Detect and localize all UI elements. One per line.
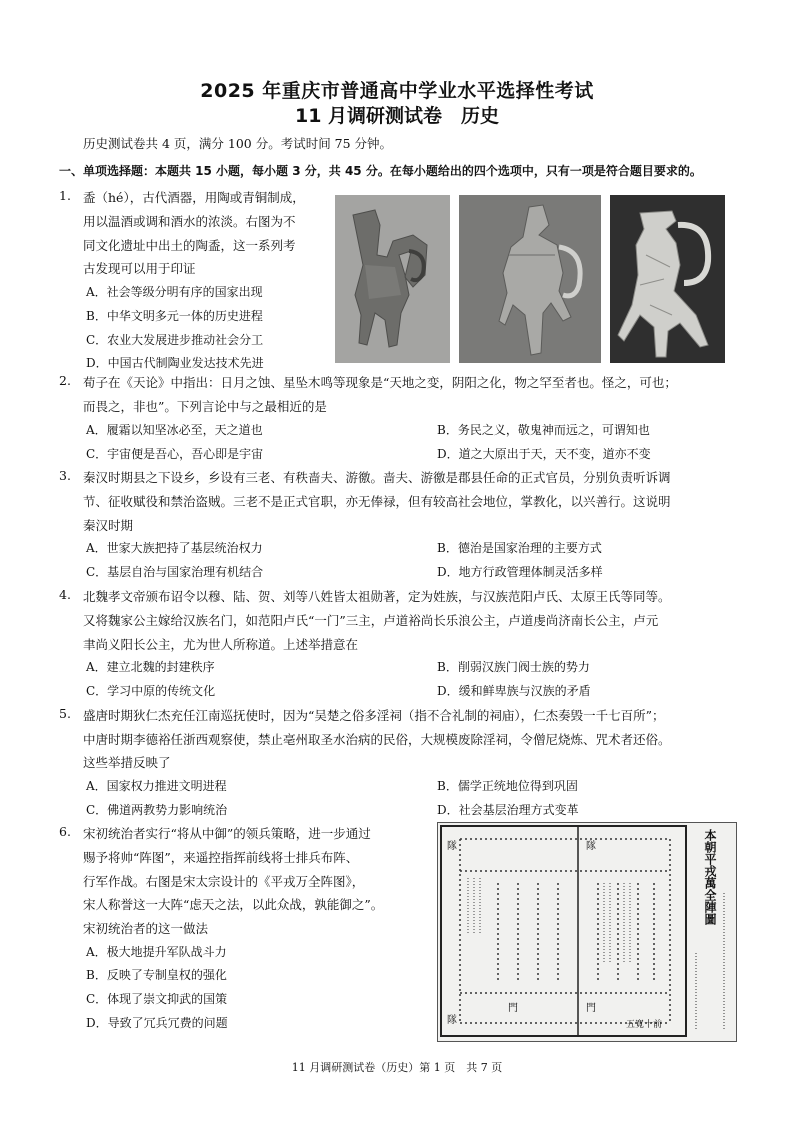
- question-text-line: 古发现可以用于印证: [83, 261, 196, 276]
- question-text-line: 中唐时期李德裕任浙西观察使，禁止亳州取圣水治病的民俗，大规模废除淫祠，令僧尼烧炼、咒术者还俗。: [83, 732, 671, 747]
- question-text-line: 盉（hé），古代酒器，用陶或青铜制成，: [83, 190, 305, 205]
- section-heading: 一、单项选择题：本题共 15 小题，每小题 3 分，共 45 分。在每小题给出的四个选项中，只有一项是符合题目要求的。: [59, 164, 702, 178]
- option-a[interactable]: A．履霜以知坚冰必至，天之道也: [86, 423, 263, 437]
- page-footer: 11 月调研测试卷（历史）第 1 页 共 7 页: [291, 1061, 503, 1074]
- bottom-caption: 五寬十前: [626, 1020, 663, 1030]
- question-text-line: 盛唐时期狄仁杰充任江南巡抚使时，因为“吴楚之俗多淫祠（指不合礼制的祠庙），仁杰奏毁一千七百所”；: [83, 708, 665, 723]
- question-text-line: 行军作战。右图是宋太宗设计的《平戎万全阵图》，: [83, 874, 365, 889]
- question-number: 4.: [59, 587, 71, 602]
- option-a[interactable]: A．社会等级分明有序的国家出现: [86, 285, 263, 299]
- unit-label: 隊: [586, 841, 596, 852]
- question-text-line: 宋初统治者实行“将从中御”的领兵策略，进一步通过: [83, 826, 371, 841]
- option-d[interactable]: D．道之大原出于天，天不变，道亦不变: [437, 447, 651, 461]
- option-c[interactable]: C．学习中原的传统文化: [86, 684, 216, 698]
- option-b[interactable]: B．德治是国家治理的主要方式: [437, 541, 602, 555]
- option-d[interactable]: D．社会基层治理方式变革: [437, 803, 579, 817]
- pottery-he-image-3: [610, 195, 725, 363]
- option-b[interactable]: B．中华文明多元一体的历史进程: [86, 309, 263, 323]
- question-text-line: 荀子在《天论》中指出：日月之蚀、星坠木鸣等现象是“天地之变，阴阳之化，物之罕至者也。怪之，可也；: [83, 375, 677, 390]
- question-text-line: 秦汉时期县之下设乡，乡设有三老、有秩啬夫、游徼。啬夫、游徼是郡县任命的正式官员，分别负责听诉调: [83, 470, 671, 485]
- unit-label: 隊: [447, 841, 457, 852]
- unit-label: 隊: [447, 1015, 457, 1026]
- pottery-he-image-2: [459, 195, 601, 363]
- question-text-line: 同文化遗址中出土的陶盉，这一系列考: [83, 238, 296, 253]
- question-text-line: 宋初统治者的这一做法: [83, 921, 209, 936]
- question-text-line: 用以温酒或调和酒水的浓淡。右图为不: [83, 214, 296, 229]
- question-number: 3.: [59, 468, 71, 483]
- question-text-line: 聿尚义阳长公主，尤为世人所称道。上述举措意在: [83, 637, 359, 652]
- option-d[interactable]: D．地方行政管理体制灵活多样: [437, 565, 603, 579]
- question-text-line: 而畏之，非也”。下列言论中与之最相近的是: [83, 399, 327, 414]
- question-text-line: 宋人称誉这一大阵“虑天之法，以此众战，孰能御之”。: [83, 897, 384, 912]
- question-text-line: 又将魏家公主嫁给汉族名门，如范阳卢氏“一门”三主，卢道裕尚长乐浪公主，卢道虔尚济南长公主，卢元: [83, 613, 659, 628]
- option-a[interactable]: A．极大地提升军队战斗力: [86, 945, 227, 959]
- question-text-line: 北魏孝文帝颁布诏令以穆、陆、贺、刘等八姓皆太祖勋著，定为姓族，与汉族范阳卢氏、太原王氏等同等。: [83, 589, 671, 604]
- option-a[interactable]: A．世家大族把持了基层统治权力: [86, 541, 263, 555]
- question-number: 1.: [59, 188, 71, 203]
- option-d[interactable]: D．中国古代制陶业发达技术先进: [86, 356, 264, 370]
- option-a[interactable]: A．国家权力推进文明进程: [86, 779, 227, 793]
- option-c[interactable]: C．宇宙便是吾心，吾心即是宇宙: [86, 447, 264, 461]
- pottery-he-image-1: [335, 195, 450, 363]
- option-b[interactable]: B．儒学正统地位得到巩固: [437, 779, 578, 793]
- question-text-line: 这些举措反映了: [83, 755, 171, 770]
- question-number: 6.: [59, 824, 71, 839]
- option-c[interactable]: C．农业大发展进步推动社会分工: [86, 333, 264, 347]
- gate-label: 門: [508, 1003, 518, 1014]
- option-c[interactable]: C．体现了崇文抑武的国策: [86, 992, 228, 1006]
- option-b[interactable]: B．务民之义，敬鬼神而远之，可谓知也: [437, 423, 650, 437]
- figure-vertical-title: 本朝平戎萬全陣圖: [703, 829, 717, 925]
- option-b[interactable]: B．反映了专制皇权的强化: [86, 968, 227, 982]
- question-text-line: 节、征收赋役和禁治盗贼。三老不是正式官职，亦无俸禄，但有较高社会地位，掌教化，以兴善行。这说明: [83, 494, 671, 509]
- question-number: 2.: [59, 373, 71, 388]
- question-number: 5.: [59, 706, 71, 721]
- option-c[interactable]: C．基层自治与国家治理有机结合: [86, 565, 264, 579]
- gate-label: 門: [586, 1003, 596, 1014]
- option-d[interactable]: D．缓和鲜卑族与汉族的矛盾: [437, 684, 591, 698]
- exam-title: 2025 年重庆市普通高中学业水平选择性考试: [200, 80, 594, 102]
- question-text-line: 赐予将帅“阵图”，来遥控指挥前线将士排兵布阵、: [83, 850, 359, 865]
- option-c[interactable]: C．佛道两教势力影响统治: [86, 803, 228, 817]
- exam-intro: 历史测试卷共 4 页，满分 100 分。考试时间 75 分钟。: [83, 136, 393, 151]
- battle-formation-figure: [437, 822, 737, 1042]
- option-b[interactable]: B．削弱汉族门阀士族的势力: [437, 660, 590, 674]
- option-a[interactable]: A．建立北魏的封建秩序: [86, 660, 215, 674]
- option-d[interactable]: D．导致了冗兵冗费的问题: [86, 1016, 228, 1030]
- question-text-line: 秦汉时期: [83, 518, 134, 533]
- exam-subtitle: 11 月调研测试卷 历史: [294, 105, 500, 127]
